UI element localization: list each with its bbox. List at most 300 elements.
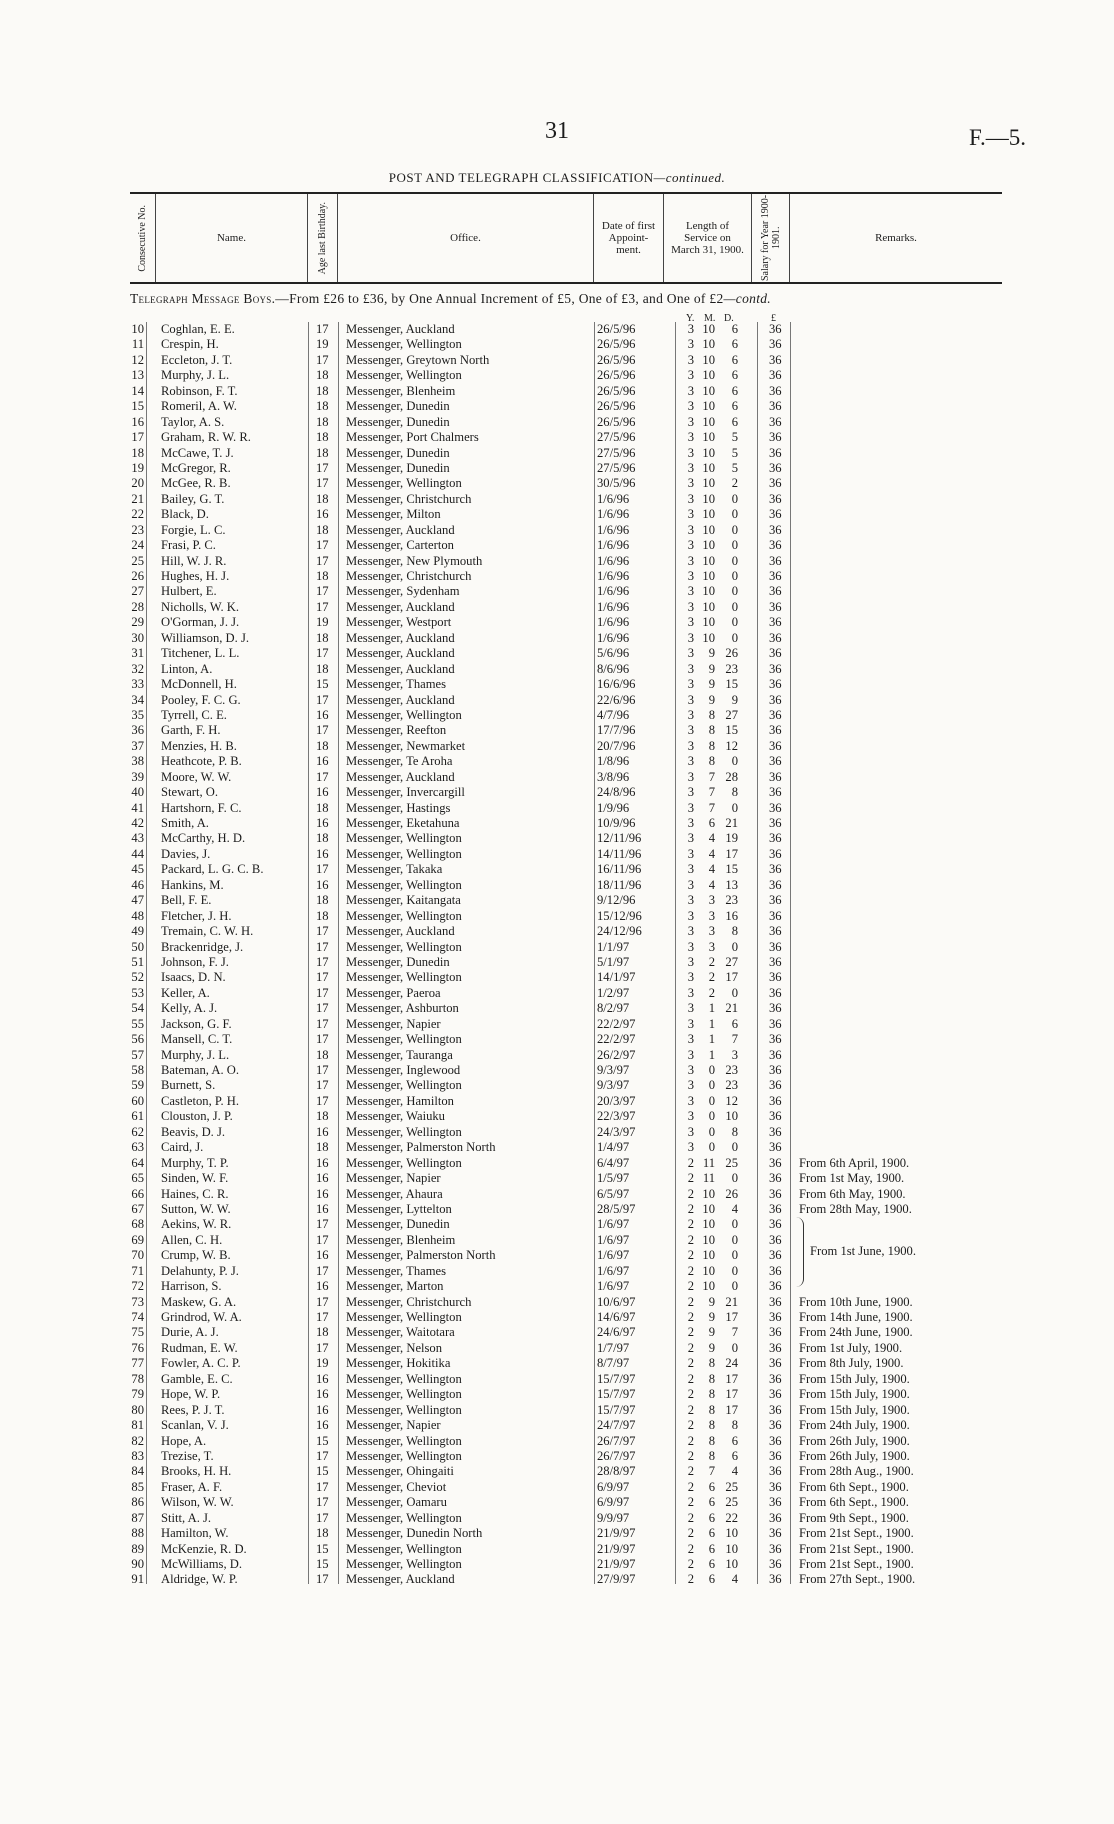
row-name: Frasi, P. C. — [161, 538, 216, 553]
row-salary: 36 — [769, 1402, 782, 1417]
row-years: 3 — [687, 862, 694, 877]
row-office: Messenger, Wellington — [346, 1402, 462, 1417]
row-name: Black, D. — [161, 507, 209, 522]
row-days: 0 — [731, 553, 738, 568]
row-name: Forgie, L. C. — [161, 522, 226, 537]
table-row — [0, 1495, 1114, 1510]
row-date: 26/5/96 — [597, 399, 636, 414]
row-days: 4 — [731, 1572, 738, 1587]
row-years: 3 — [687, 908, 694, 923]
row-name: Scanlan, V. J. — [161, 1418, 229, 1433]
row-days: 15 — [725, 677, 738, 692]
row-date: 15/7/97 — [597, 1371, 636, 1386]
row-days: 17 — [725, 970, 738, 985]
row-days: 0 — [731, 1171, 738, 1186]
table-row — [0, 1572, 1114, 1587]
row-name: Linton, A. — [161, 661, 213, 676]
row-number: 76 — [131, 1340, 144, 1355]
row-months: 10 — [702, 615, 715, 630]
row-years: 3 — [687, 352, 694, 367]
row-name: Rudman, E. W. — [161, 1340, 238, 1355]
row-months: 10 — [702, 368, 715, 383]
row-salary: 36 — [769, 1294, 782, 1309]
row-name: Packard, L. G. C. B. — [161, 862, 264, 877]
row-days: 0 — [731, 800, 738, 815]
row-date: 1/6/96 — [597, 553, 630, 568]
row-months: 10 — [702, 322, 715, 336]
row-months: 1 — [708, 1016, 715, 1031]
row-days: 6 — [731, 368, 738, 383]
table-row — [0, 1557, 1114, 1572]
row-number: 24 — [131, 538, 144, 553]
row-years: 2 — [687, 1325, 694, 1340]
row-date: 6/5/97 — [597, 1186, 630, 1201]
row-years: 3 — [687, 646, 694, 661]
row-years: 3 — [687, 491, 694, 506]
row-office: Messenger, Oamaru — [346, 1495, 447, 1510]
row-months: 7 — [708, 769, 715, 784]
row-salary: 36 — [769, 491, 782, 506]
row-age: 17 — [316, 599, 329, 614]
row-office: Messenger, Dunedin — [346, 1217, 450, 1232]
row-salary: 36 — [769, 1016, 782, 1031]
row-date: 26/5/96 — [597, 322, 636, 336]
row-salary: 36 — [769, 368, 782, 383]
row-age: 18 — [316, 491, 329, 506]
row-number: 91 — [131, 1572, 144, 1587]
row-salary: 36 — [769, 1248, 782, 1263]
row-date: 26/5/96 — [597, 368, 636, 383]
row-salary: 36 — [769, 1032, 782, 1047]
row-days: 5 — [731, 430, 738, 445]
row-age: 16 — [316, 754, 329, 769]
table-row — [0, 1449, 1114, 1464]
row-remarks: From 1st July, 1900. — [799, 1340, 903, 1355]
row-months: 11 — [702, 1155, 715, 1170]
row-salary: 36 — [769, 1464, 782, 1479]
row-days: 6 — [731, 383, 738, 398]
row-office: Messenger, Wellington — [346, 1371, 462, 1386]
row-remarks: From 26th July, 1900. — [799, 1433, 910, 1448]
row-years: 3 — [687, 785, 694, 800]
row-age: 16 — [316, 1418, 329, 1433]
row-months: 10 — [702, 1263, 715, 1278]
row-years: 2 — [687, 1279, 694, 1294]
row-office: Messenger, Dunedin — [346, 414, 450, 429]
row-office: Messenger, Lyttelton — [346, 1201, 452, 1216]
table-row — [0, 1094, 1114, 1109]
row-name: Jackson, G. F. — [161, 1016, 232, 1031]
row-office: Messenger, Dunedin — [346, 460, 450, 475]
row-age: 17 — [316, 924, 329, 939]
row-salary: 36 — [769, 352, 782, 367]
row-date: 12/11/96 — [597, 831, 642, 846]
row-salary: 36 — [769, 337, 782, 352]
header-salary: Salary for Year 1900-1901. — [752, 194, 790, 282]
row-date: 1/6/96 — [597, 569, 630, 583]
row-salary: 36 — [769, 939, 782, 954]
row-name: Durie, A. J. — [161, 1325, 219, 1340]
row-months: 0 — [708, 1078, 715, 1093]
row-days: 24 — [725, 1356, 738, 1371]
table-row — [0, 600, 1114, 615]
row-number: 37 — [131, 738, 144, 753]
row-age: 16 — [316, 816, 329, 830]
row-months: 10 — [702, 476, 715, 491]
grouped-remark: From 1st June, 1900. — [810, 1244, 917, 1258]
table-row — [0, 399, 1114, 414]
row-salary: 36 — [769, 1124, 782, 1139]
row-date: 14/6/97 — [597, 1310, 636, 1324]
row-age: 18 — [316, 445, 329, 460]
row-name: Sinden, W. F. — [161, 1171, 229, 1186]
row-years: 3 — [687, 877, 694, 892]
row-number: 89 — [131, 1541, 144, 1556]
row-months: 10 — [702, 491, 715, 506]
row-salary: 36 — [769, 630, 782, 645]
row-number: 17 — [131, 430, 144, 445]
row-office: Messenger, Milton — [346, 507, 441, 522]
row-years: 2 — [687, 1572, 694, 1587]
row-years: 3 — [687, 893, 694, 908]
row-years: 3 — [687, 954, 694, 969]
row-date: 20/7/96 — [597, 738, 636, 753]
row-name: Murphy, T. P. — [161, 1155, 229, 1170]
row-salary: 36 — [769, 383, 782, 398]
row-years: 3 — [687, 337, 694, 352]
row-days: 3 — [731, 1047, 738, 1062]
row-number: 43 — [131, 831, 144, 846]
row-name: McGee, R. B. — [161, 476, 231, 491]
row-number: 86 — [131, 1495, 144, 1510]
table-row — [0, 631, 1114, 646]
row-months: 8 — [708, 1371, 715, 1386]
page-title — [0, 170, 1114, 186]
row-salary: 36 — [769, 862, 782, 877]
row-years: 2 — [687, 1495, 694, 1510]
row-years: 3 — [687, 476, 694, 491]
row-date: 26/5/96 — [597, 352, 636, 367]
row-age: 17 — [316, 553, 329, 568]
row-office: Messenger, Thames — [346, 677, 446, 692]
table-row — [0, 723, 1114, 738]
row-salary: 36 — [769, 1001, 782, 1016]
row-days: 7 — [731, 1032, 738, 1047]
row-number: 11 — [131, 337, 144, 352]
table-row — [0, 1248, 1114, 1263]
row-years: 3 — [687, 677, 694, 692]
row-salary: 36 — [769, 1356, 782, 1371]
row-number: 64 — [131, 1155, 144, 1170]
row-years: 3 — [687, 322, 694, 336]
row-years: 2 — [687, 1294, 694, 1309]
row-number: 63 — [131, 1140, 144, 1155]
row-years: 3 — [687, 569, 694, 583]
row-months: 6 — [708, 1495, 715, 1510]
row-years: 2 — [687, 1448, 694, 1463]
row-days: 21 — [725, 1001, 738, 1016]
row-office: Messenger, Hastings — [346, 800, 451, 815]
table-row — [0, 1325, 1114, 1340]
row-date: 6/4/97 — [597, 1155, 630, 1170]
row-age: 17 — [316, 692, 329, 707]
row-office: Messenger, Wellington — [346, 970, 462, 985]
table-row — [0, 615, 1114, 630]
row-office: Messenger, Christchurch — [346, 491, 472, 506]
row-number: 61 — [131, 1109, 144, 1124]
row-number: 25 — [131, 553, 144, 568]
row-years: 3 — [687, 816, 694, 830]
table-row — [0, 1171, 1114, 1186]
table-row — [0, 1017, 1114, 1032]
row-years: 3 — [687, 1140, 694, 1155]
row-salary: 36 — [769, 1479, 782, 1494]
row-remarks: From 1st May, 1900. — [799, 1171, 905, 1186]
row-years: 3 — [687, 1016, 694, 1031]
row-months: 7 — [708, 800, 715, 815]
row-months: 8 — [708, 1387, 715, 1402]
header-remarks: Remarks. — [875, 232, 917, 244]
row-date: 10/9/96 — [597, 816, 636, 830]
row-date: 1/1/97 — [597, 939, 630, 954]
row-office: Messenger, Wellington — [346, 707, 462, 722]
table-row — [0, 893, 1114, 908]
row-age: 15 — [316, 1557, 329, 1571]
row-months: 3 — [708, 908, 715, 923]
row-number: 83 — [131, 1448, 144, 1463]
row-name: Taylor, A. S. — [161, 414, 225, 429]
row-office: Messenger, Palmerston North — [346, 1140, 496, 1155]
row-months: 6 — [708, 1510, 715, 1525]
row-office: Messenger, Wellington — [346, 1510, 462, 1525]
table-row — [0, 1542, 1114, 1557]
row-days: 0 — [731, 630, 738, 645]
row-number: 58 — [131, 1063, 144, 1077]
row-years: 2 — [687, 1155, 694, 1170]
row-days: 0 — [731, 615, 738, 630]
row-days: 19 — [725, 831, 738, 846]
row-number: 35 — [131, 707, 144, 722]
row-office: Messenger, Auckland — [346, 630, 455, 645]
header-date: Date of first Appoint- ment. — [594, 194, 664, 282]
row-age: 17 — [316, 1479, 329, 1494]
row-salary: 36 — [769, 1572, 782, 1587]
row-age: 18 — [316, 1526, 329, 1541]
row-remarks: From 6th Sept., 1900. — [799, 1479, 909, 1494]
row-remarks: From 28th May, 1900. — [799, 1201, 912, 1216]
table-row — [0, 986, 1114, 1001]
row-salary: 36 — [769, 569, 782, 583]
row-office: Messenger, Wellington — [346, 1387, 462, 1402]
row-office: Messenger, Wellington — [346, 1078, 462, 1093]
row-age: 18 — [316, 430, 329, 445]
table-row — [0, 1063, 1114, 1078]
row-number: 21 — [131, 491, 144, 506]
section-title — [130, 291, 771, 307]
row-years: 3 — [687, 846, 694, 861]
header-name: Name. — [156, 194, 308, 282]
row-date: 1/6/96 — [597, 491, 630, 506]
row-salary: 36 — [769, 661, 782, 676]
table-row — [0, 384, 1114, 399]
row-date: 14/11/96 — [597, 846, 642, 861]
row-number: 53 — [131, 985, 144, 1000]
row-months: 10 — [702, 399, 715, 414]
row-age: 18 — [316, 831, 329, 846]
section-suffix: —contd. — [723, 291, 771, 306]
row-salary: 36 — [769, 1495, 782, 1510]
row-days: 0 — [731, 522, 738, 537]
row-days: 9 — [731, 692, 738, 707]
row-number: 32 — [131, 661, 144, 676]
row-office: Messenger, Palmerston North — [346, 1248, 496, 1263]
row-date: 26/7/97 — [597, 1433, 636, 1448]
page-number: 31 — [545, 118, 569, 144]
row-salary: 36 — [769, 1201, 782, 1216]
row-name: McCawe, T. J. — [161, 445, 234, 460]
table-row — [0, 1434, 1114, 1449]
row-age: 18 — [316, 1109, 329, 1124]
row-remarks: From 15th July, 1900. — [799, 1387, 910, 1402]
row-years: 3 — [687, 599, 694, 614]
row-office: Messenger, Sydenham — [346, 584, 460, 599]
row-office: Messenger, Wellington — [346, 1557, 462, 1571]
row-years: 2 — [687, 1371, 694, 1386]
row-office: Messenger, Auckland — [346, 692, 455, 707]
row-date: 4/7/96 — [597, 707, 630, 722]
row-months: 1 — [708, 1032, 715, 1047]
row-years: 3 — [687, 414, 694, 429]
row-remarks: From 21st Sept., 1900. — [799, 1526, 914, 1541]
table-row — [0, 677, 1114, 692]
row-salary: 36 — [769, 707, 782, 722]
row-number: 41 — [131, 800, 144, 815]
row-name: Smith, A. — [161, 816, 209, 830]
row-salary: 36 — [769, 322, 782, 336]
row-age: 15 — [316, 1464, 329, 1479]
row-days: 8 — [731, 924, 738, 939]
row-age: 17 — [316, 1294, 329, 1309]
row-office: Messenger, Wellington — [346, 1155, 462, 1170]
row-date: 17/7/96 — [597, 723, 636, 738]
row-age: 17 — [316, 584, 329, 599]
row-days: 6 — [731, 1433, 738, 1448]
row-months: 9 — [708, 1310, 715, 1324]
row-months: 10 — [702, 383, 715, 398]
row-name: O'Gorman, J. J. — [161, 615, 240, 630]
row-name: Johnson, F. J. — [161, 954, 229, 969]
row-number: 52 — [131, 970, 144, 985]
row-name: Graham, R. W. R. — [161, 430, 251, 445]
table-row — [0, 1264, 1114, 1279]
row-number: 16 — [131, 414, 144, 429]
row-age: 18 — [316, 1047, 329, 1062]
row-months: 9 — [708, 646, 715, 661]
row-date: 9/3/97 — [597, 1063, 630, 1077]
row-office: Messenger, Ohingaiti — [346, 1464, 454, 1479]
row-office: Messenger, Dunedin — [346, 445, 450, 460]
row-months: 10 — [702, 1186, 715, 1201]
row-days: 25 — [725, 1495, 738, 1510]
row-salary: 36 — [769, 1047, 782, 1062]
row-number: 27 — [131, 584, 144, 599]
row-salary: 36 — [769, 1433, 782, 1448]
table-row — [0, 1187, 1114, 1202]
row-age: 16 — [316, 1387, 329, 1402]
row-date: 27/9/97 — [597, 1572, 636, 1587]
row-name: Menzies, H. B. — [161, 738, 237, 753]
row-months: 1 — [708, 1047, 715, 1062]
row-office: Messenger, New Plymouth — [346, 553, 483, 568]
row-office: Messenger, Wellington — [346, 1310, 462, 1324]
row-age: 17 — [316, 352, 329, 367]
table-row — [0, 1526, 1114, 1541]
row-age: 17 — [316, 1001, 329, 1016]
row-age: 17 — [316, 1063, 329, 1077]
row-age: 18 — [316, 1325, 329, 1340]
row-office: Messenger, Nelson — [346, 1340, 443, 1355]
row-salary: 36 — [769, 831, 782, 846]
table-row — [0, 708, 1114, 723]
row-salary: 36 — [769, 1557, 782, 1571]
row-number: 66 — [131, 1186, 144, 1201]
row-days: 0 — [731, 599, 738, 614]
table-row — [0, 831, 1114, 846]
table-row — [0, 584, 1114, 599]
row-office: Messenger, Auckland — [346, 661, 455, 676]
row-days: 12 — [725, 738, 738, 753]
row-years: 3 — [687, 692, 694, 707]
row-salary: 36 — [769, 785, 782, 800]
row-date: 26/2/97 — [597, 1047, 636, 1062]
row-days: 0 — [731, 491, 738, 506]
row-office: Messenger, Carterton — [346, 538, 454, 553]
row-age: 19 — [316, 1356, 329, 1371]
row-years: 3 — [687, 939, 694, 954]
row-age: 17 — [316, 954, 329, 969]
row-years: 2 — [687, 1201, 694, 1216]
row-age: 17 — [316, 1217, 329, 1232]
row-months: 3 — [708, 893, 715, 908]
row-date: 27/5/96 — [597, 430, 636, 445]
row-age: 17 — [316, 646, 329, 661]
row-days: 8 — [731, 785, 738, 800]
row-days: 22 — [725, 1510, 738, 1525]
row-months: 10 — [702, 414, 715, 429]
row-years: 3 — [687, 553, 694, 568]
row-months: 10 — [702, 599, 715, 614]
row-days: 0 — [731, 939, 738, 954]
row-salary: 36 — [769, 1387, 782, 1402]
row-years: 3 — [687, 1063, 694, 1077]
row-salary: 36 — [769, 970, 782, 985]
row-days: 21 — [725, 816, 738, 830]
row-office: Messenger, Waiuku — [346, 1109, 445, 1124]
row-years: 3 — [687, 723, 694, 738]
table-row — [0, 770, 1114, 785]
row-years: 3 — [687, 1109, 694, 1124]
row-months: 6 — [708, 1479, 715, 1494]
row-remarks: From 6th Sept., 1900. — [799, 1495, 909, 1510]
row-number: 38 — [131, 754, 144, 769]
row-office: Messenger, Wellington — [346, 939, 462, 954]
row-days: 0 — [731, 507, 738, 522]
row-name: McCarthy, H. D. — [161, 831, 246, 846]
row-salary: 36 — [769, 615, 782, 630]
row-name: Moore, W. W. — [161, 769, 232, 784]
table-row — [0, 1140, 1114, 1155]
row-date: 14/1/97 — [597, 970, 636, 985]
